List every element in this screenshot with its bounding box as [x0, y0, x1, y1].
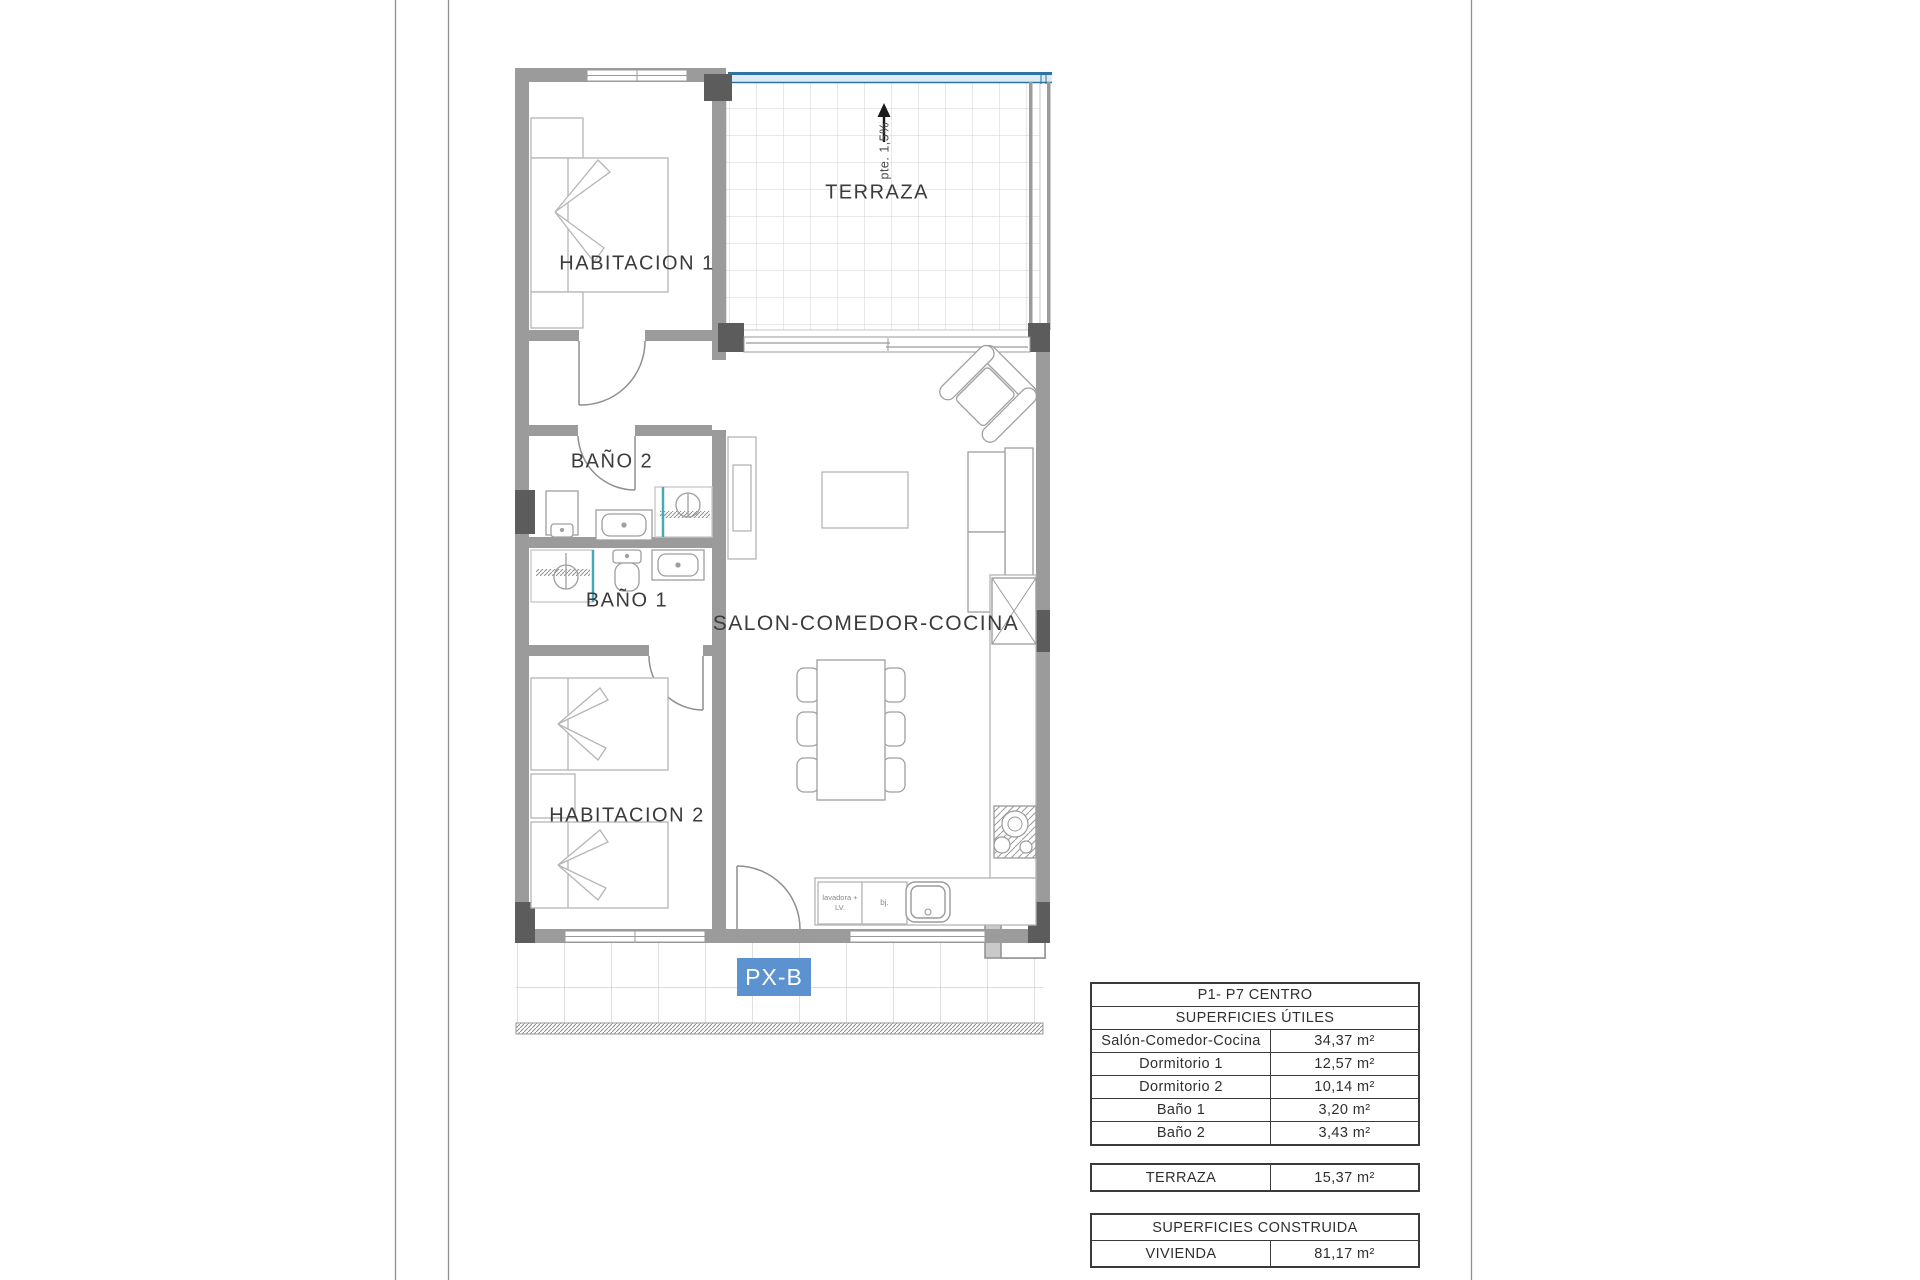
row-label: Dormitorio 1 [1092, 1053, 1271, 1075]
slope-label: pte. 1,5% [877, 122, 892, 180]
room-label-bano2: BAÑO 2 [570, 450, 654, 473]
unit-badge: PX-B [737, 958, 811, 996]
table-row [1092, 1240, 1418, 1266]
armchair [937, 341, 1042, 446]
washer-label: lavadora + LV. [822, 892, 858, 912]
table-title: P1- P7 CENTRO [1197, 987, 1313, 1003]
row-value: 15,37 m² [1314, 1169, 1375, 1186]
room-label-habitacion2: HABITACION 2 [549, 804, 705, 827]
kitchen-sink [906, 882, 950, 922]
table-subtitle: SUPERFICIES ÚTILES [1175, 1010, 1335, 1026]
row-label: Baño 2 [1092, 1122, 1271, 1144]
row-value: 81,17 m² [1314, 1245, 1375, 1262]
row-label: VIVIENDA [1092, 1241, 1271, 1266]
room-label-habitacion1: HABITACION 1 [559, 252, 715, 275]
dining-table [797, 660, 905, 800]
row-value: 34,37 m² [1314, 1033, 1375, 1049]
superficies-utiles-table [1090, 982, 1420, 1146]
table-row [1092, 1052, 1418, 1075]
terraza-table [1090, 1163, 1420, 1192]
row-label: Salón-Comedor-Cocina [1092, 1030, 1271, 1052]
table-row [1092, 1029, 1418, 1052]
stove [994, 806, 1036, 858]
table-row [1092, 1075, 1418, 1098]
bed-habitacion1 [531, 118, 668, 328]
beds-habitacion2 [531, 678, 668, 908]
room-label-salon: SALON-COMEDOR-COCINA [712, 612, 1020, 635]
superficies-construida-table [1090, 1213, 1420, 1268]
row-label: Baño 1 [1092, 1099, 1271, 1121]
table-row [1092, 1165, 1418, 1190]
room-label-bano1: BAÑO 1 [585, 589, 669, 612]
table-row [1092, 1098, 1418, 1121]
table-row [1092, 1121, 1418, 1144]
row-label: Dormitorio 2 [1092, 1076, 1271, 1098]
row-label: TERRAZA [1092, 1165, 1271, 1190]
row-value: 12,57 m² [1314, 1056, 1375, 1072]
bano2-fixtures [546, 487, 712, 540]
coffee-table [822, 472, 908, 528]
base-cabinet-label: bj. [880, 898, 889, 908]
table-title: SUPERFICIES CONSTRUIDA [1152, 1219, 1358, 1236]
tv-unit [728, 437, 756, 559]
row-value: 3,43 m² [1318, 1125, 1371, 1141]
terraza-railing [728, 72, 1052, 84]
row-value: 3,20 m² [1318, 1102, 1371, 1118]
room-label-terraza: TERRAZA [825, 181, 929, 204]
row-value: 10,14 m² [1314, 1079, 1375, 1095]
